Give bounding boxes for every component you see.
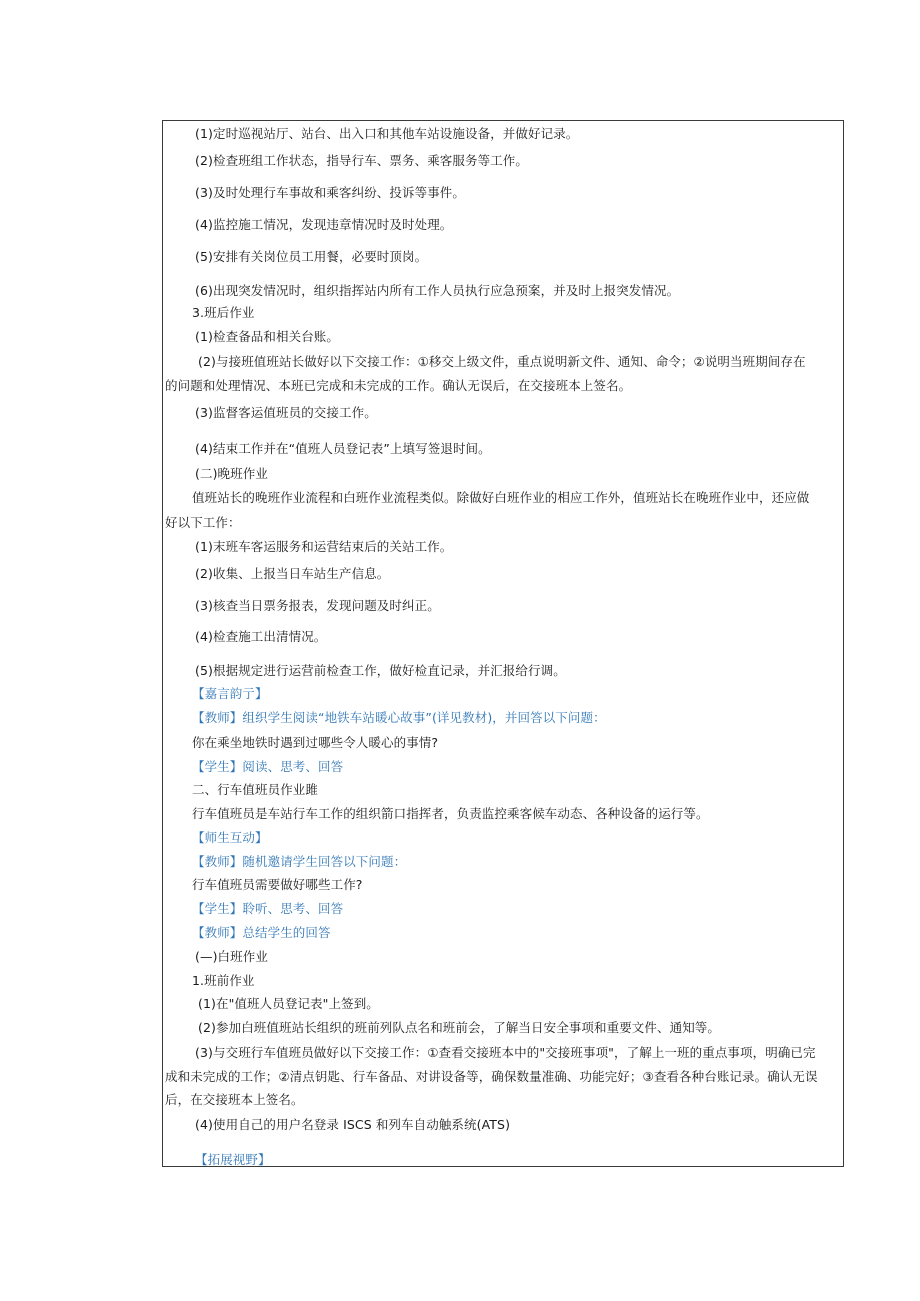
text-line: (5)安排有关岗位员工用餐，必要时顶岗。 <box>195 249 428 264</box>
text-line: (6)出现突发情况时，组织指挥站内所有工作人员执行应急预案，并及时上报突发情况。 <box>195 283 680 298</box>
text-line: (2)与接班值班站长做好以下交接工作：①移交上级文件，重点说明新文件、通知、命令；②说明当班期间存在 <box>198 354 806 369</box>
section-heading: (—)白班作业 <box>195 949 268 964</box>
text-line: (4)结束工作并在“值班人员登记表”上填写签退时间。 <box>195 441 491 456</box>
text-line: (4)监控施工情况，发现违章情况时及时处理。 <box>195 217 453 232</box>
text-line: 值班站长的晚班作业流程和白班作业流程类似。除做好白班作业的相应工作外，值班站长在晚班作业中，还应做 <box>192 490 810 505</box>
text-line: (4)使用自己的用户名登录 ISCS 和列车自动触系统(ATS) <box>195 1117 511 1132</box>
blue-tag: 【教师】组织学生阅读“地铁车站暖心故事”(详见教材)，并回答以下问题： <box>192 710 606 725</box>
section-heading: 3.班后作业 <box>192 305 255 320</box>
text-line: 好以下工作： <box>165 515 241 530</box>
text-line: (1)末班车客运服务和运营结束后的关站工作。 <box>195 539 453 554</box>
section-heading: 二、行车值班员作业雎 <box>192 782 319 797</box>
text-line: 行车值班员是车站行车工作的组织箭口指挥者，负责监控乘客候车动态、各种设备的运行等。 <box>192 806 709 821</box>
text-line: (1)检查备品和相关台账。 <box>195 329 340 344</box>
text-line: (1)在"值班人员登记表"上签到。 <box>198 996 379 1011</box>
blue-tag: 【嘉言韵亍】 <box>192 686 268 701</box>
blue-tag: 【教师】随机邀请学生回答以下问题： <box>192 854 407 869</box>
text-line: 行车值班员需要做好哪些工作? <box>192 877 363 892</box>
text-line: (1)定时巡视站厅、站台、出入口和其他车站设施设备，并做好记录。 <box>195 126 579 141</box>
text-line: 你在乘坐地铁时遇到过哪些令人暖心的事情? <box>192 735 439 750</box>
blue-tag: 【学生】聆听、思考、回答 <box>192 901 344 916</box>
text-line: (2)收集、上报当日车站生产信息。 <box>195 566 390 581</box>
text-line: (3)核查当日票务报表，发现问题及时纠正。 <box>195 598 440 613</box>
text-line: 的问题和处理情况、本班已完成和未完成的工作。确认无误后，在交接班本上签名。 <box>165 378 632 393</box>
text-line: (5)根据规定进行运营前检查工作，做好检直记录，并汇报给行调。 <box>195 663 566 678</box>
text-line: 成和未完成的工作；②清点钥匙、行车备品、对讲设备等，确保数量准确、功能完好；③查看各种台账记录。确认无误 <box>165 1069 818 1084</box>
text-line: (2)参加白班值班站长组织的班前列队点名和班前会，了解当日安全事项和重要文件、通知等。 <box>198 1020 721 1035</box>
text-line: (4)检查施工出清情况。 <box>195 629 327 644</box>
blue-tag: 【师生互动】 <box>192 830 268 845</box>
text-line: (3)及时处理行车事故和乘客纠纷、投诉等事件。 <box>195 185 466 200</box>
section-heading: (二)晚班作业 <box>195 466 268 481</box>
blue-tag: 【教师】总结学生的回答 <box>192 925 331 940</box>
blue-tag: 【学生】阅读、思考、回答 <box>192 759 344 774</box>
text-line: 后，在交接班本上签名。 <box>165 1092 304 1107</box>
blue-tag: 【拓展视野】 <box>195 1152 271 1167</box>
section-heading: 1.班前作业 <box>192 973 255 988</box>
text-line: (3)监督客运值班员的交接工作。 <box>195 405 377 420</box>
text-line: (2)检查班组工作状态，指导行车、票务、乘客服务等工作。 <box>195 153 529 168</box>
text-line: (3)与交班行车值班员做好以下交接工作：①查看交接班本中的"交接班事项"，了解上一班的重点事项，明确已完 <box>195 1045 816 1060</box>
